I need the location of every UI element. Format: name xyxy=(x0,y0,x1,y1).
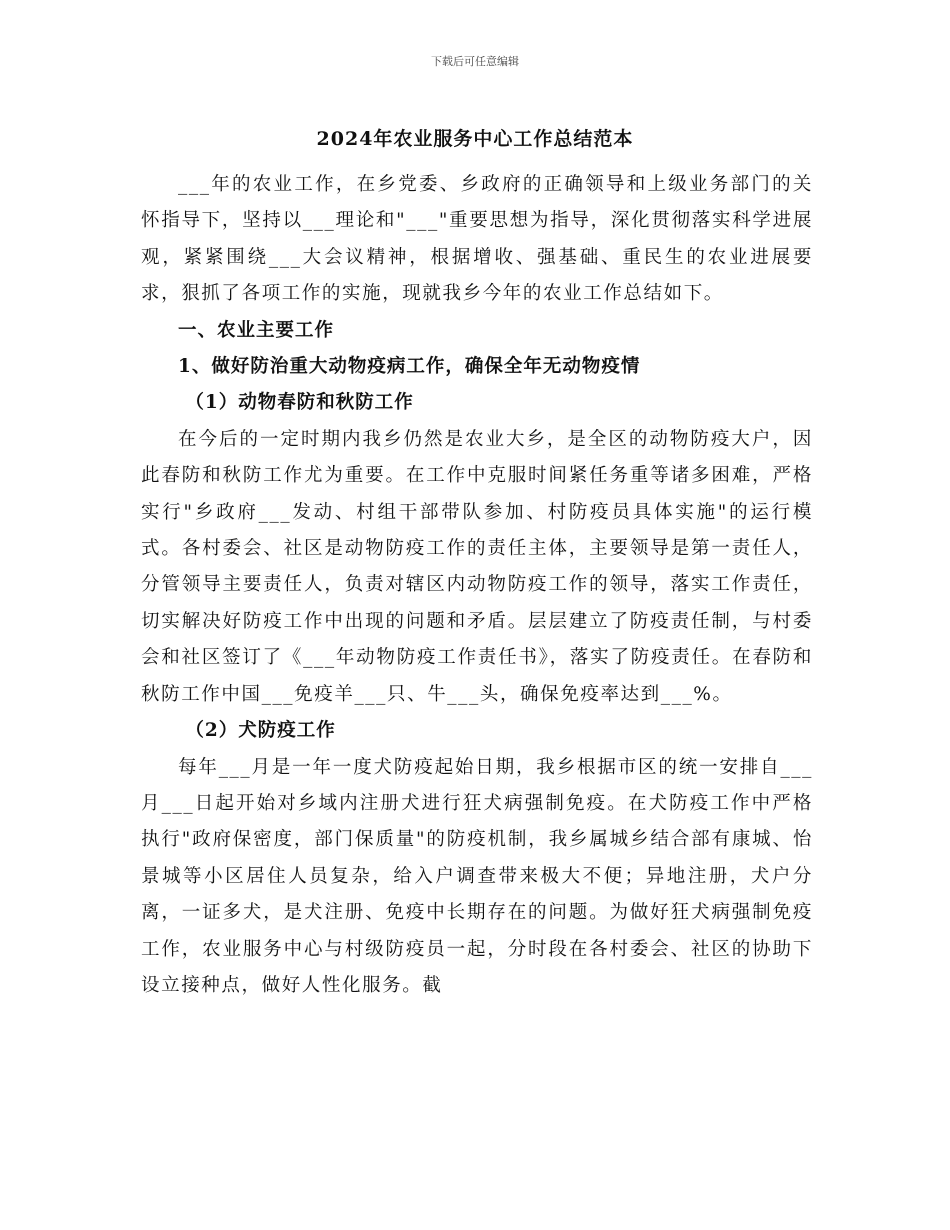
page-header: 下载后可任意编辑 xyxy=(431,55,519,68)
document-body xyxy=(141,167,813,1004)
body-paragraph: 每年___月是一年一度犬防疫起始日期，我乡根据市区的统一安排自___月___日起开始对乡域内注册犬进行狂犬病强制免疫。在犬防疫工作中严格执行"政府保密度，部门保质量"的防疫机制，我乡属城乡结合部有康城、怡景城等小区居住人员复杂，给入户调查带来极大不便；异地注册，犬户分离，一证多犬，是犬注册、免疫中长期存在的问题。为做好狂犬病强制免疫工作，农业服务中心与村级防疫员一起，分时段在各村委会、社区的协助下设立接种点，做好人性化服务。截 xyxy=(141,756,813,996)
body-paragraph: 在今后的一定时期内我乡仍然是农业大乡，是全区的动物防疫大户，因此春防和秋防工作尤为重要。在工作中克服时间紧任务重等诸多困难，严格实行"乡政府___发动、村组干部带队参加、村防疫员具体实施"的运行模式。各村委会、社区是动物防疫工作的责任主体，主要领导是第一责任人，分管领导主要责任人，负责对辖区内动物防疫工作的领导，落实工作责任，切实解决好防疫工作中出现的问题和矛盾。层层建立了防疫责任制，与村委会和社区签订了《___年动物防疫工作责任书》，落实了防疫责任。在春防和秋防工作中国___免疫羊___只、牛___头，确保免疫率达到___%。 xyxy=(141,428,813,705)
item-heading: 1、做好防治重大动物疫病工作，确保全年无动物疫情 xyxy=(178,356,641,378)
intro-paragraph: ___年的农业工作，在乡党委、乡政府的正确领导和上级业务部门的关怀指导下，坚持以___理论和"___"重要思想为指导，深化贯彻落实科学进展观，紧紧围绕___大会议精神，根据增收、强基础、重民生的农业进展要求，狠抓了各项工作的实施，现就我乡今年的农业工作总结如下。 xyxy=(141,174,813,305)
subsection-heading: （1）动物春防和秋防工作 xyxy=(185,392,414,414)
document-title: 2024年农业服务中心工作总结范本 xyxy=(316,128,634,150)
subsection-heading: （2）犬防疫工作 xyxy=(185,720,336,742)
section-heading: 一、农业主要工作 xyxy=(178,319,335,341)
